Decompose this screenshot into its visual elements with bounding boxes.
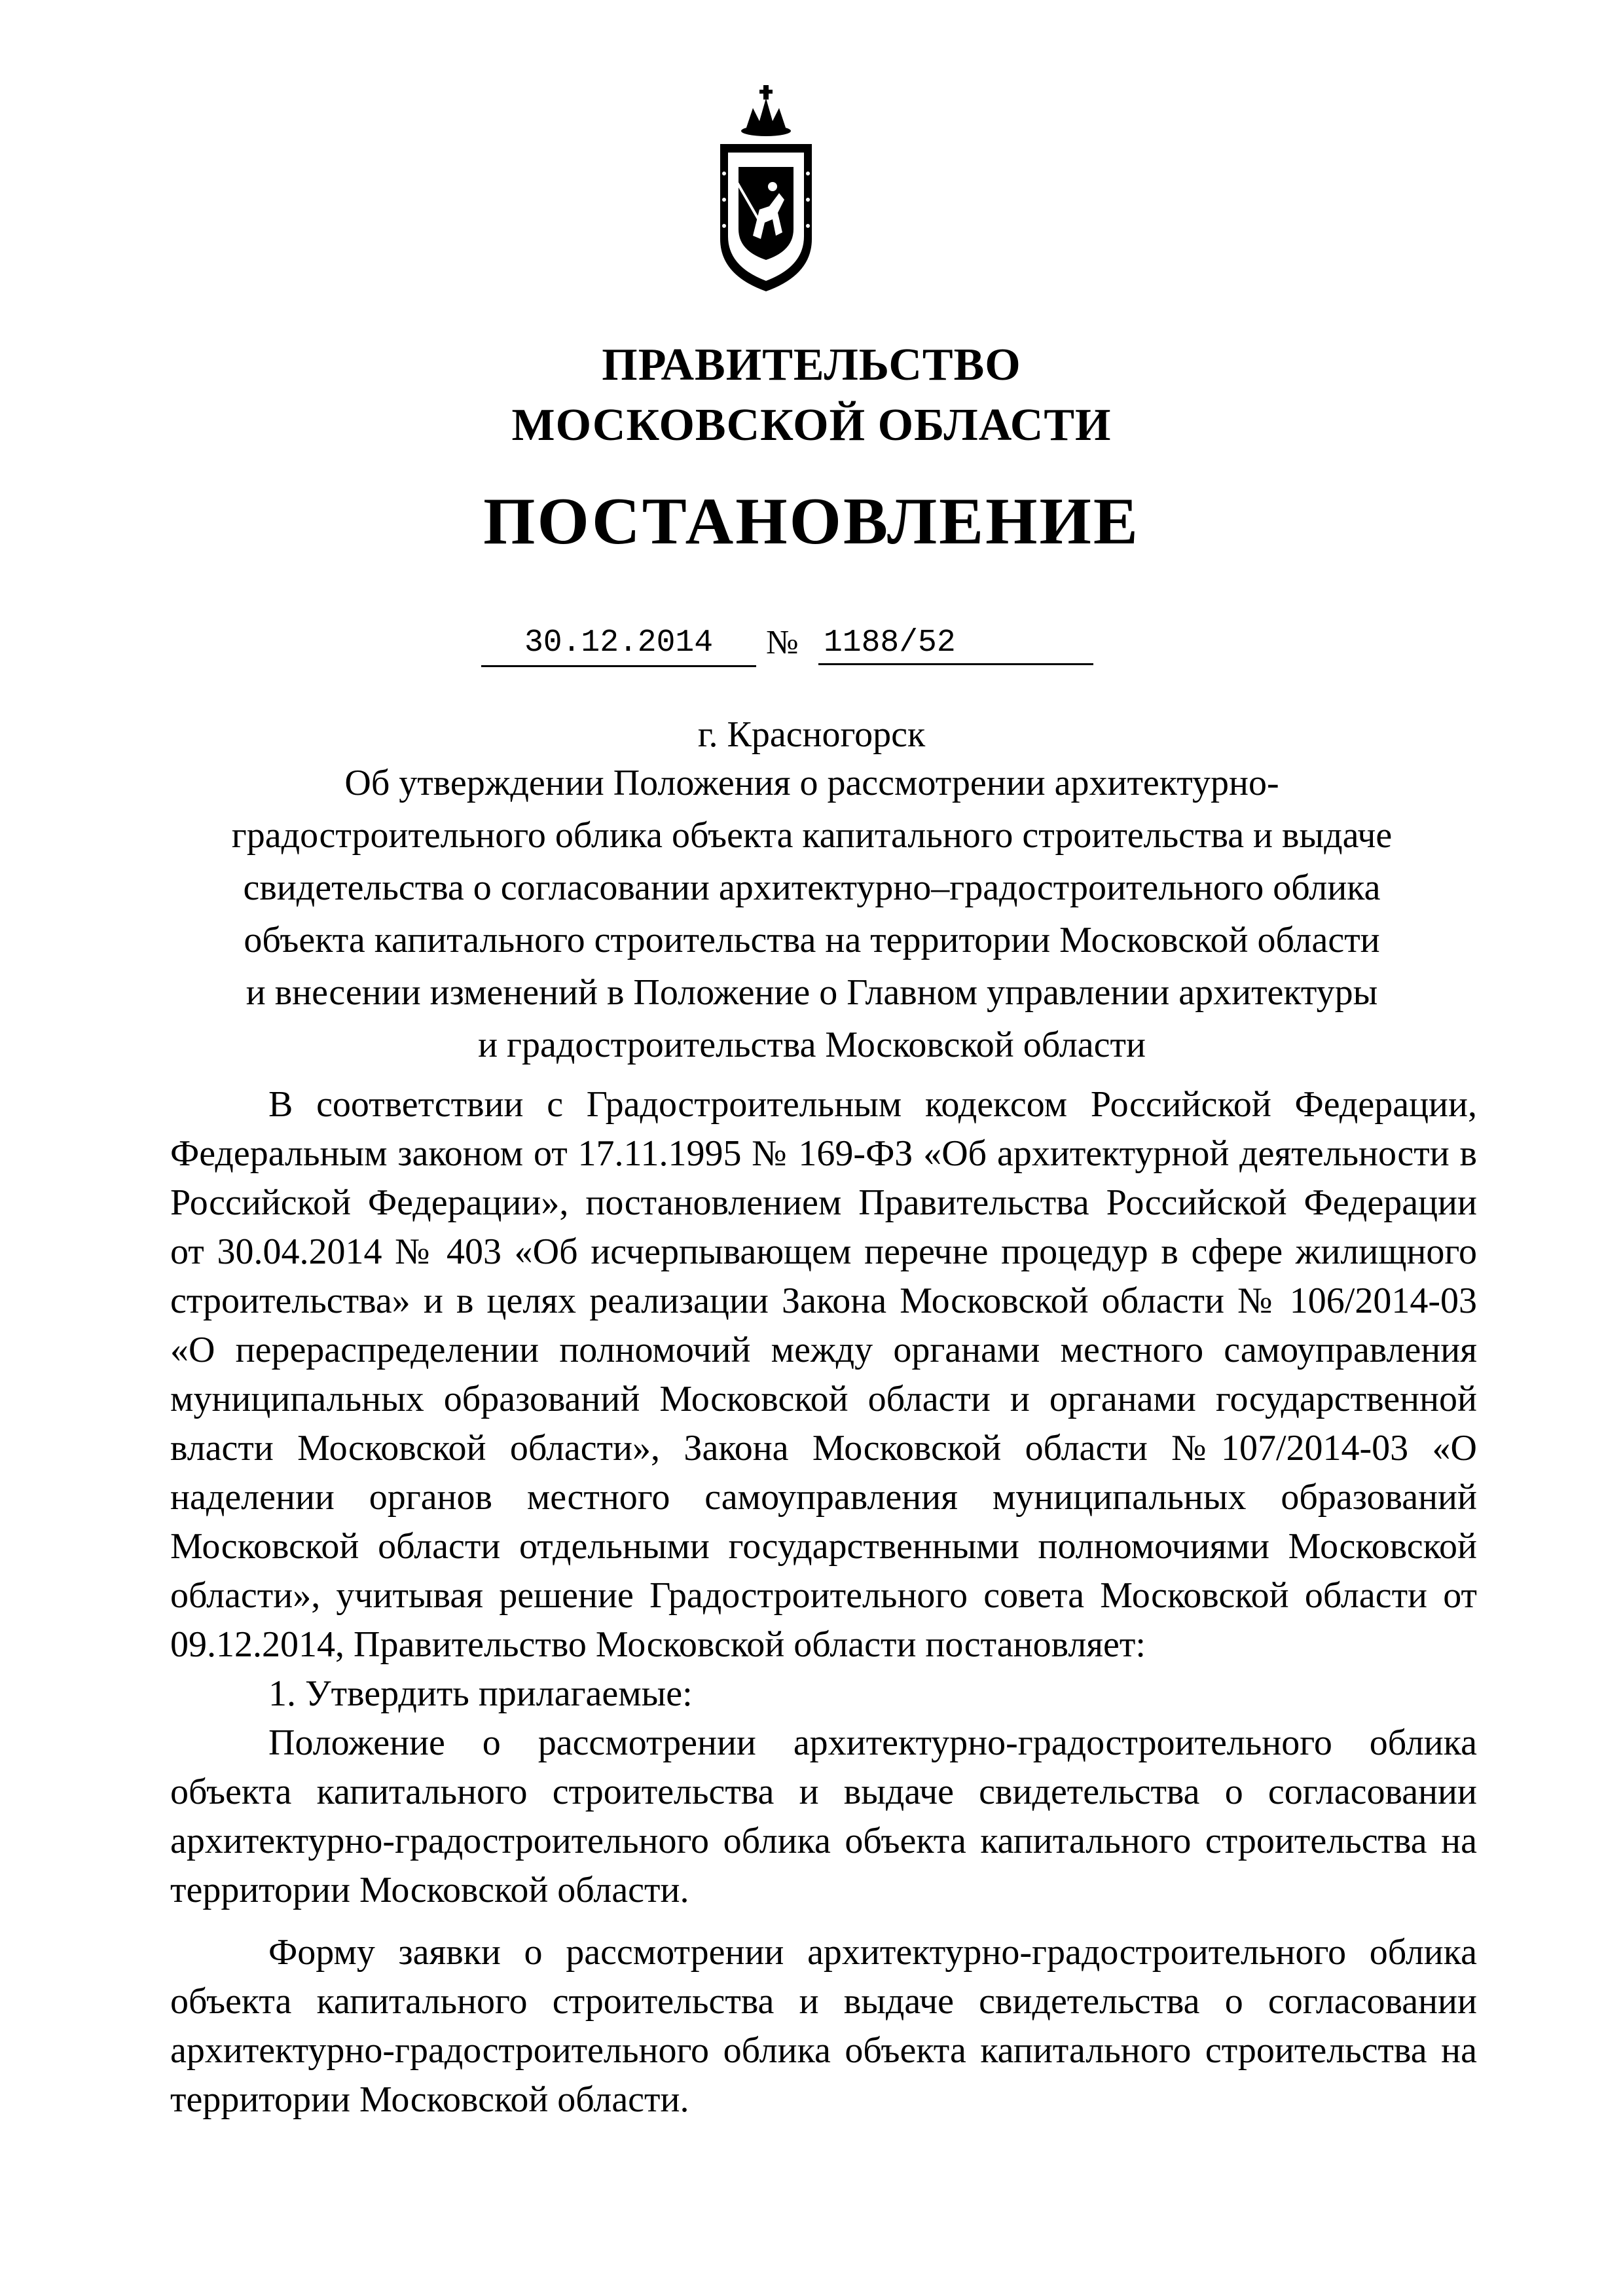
moscow-region-coat-of-arms-icon xyxy=(707,82,825,298)
document-type: ПОСТАНОВЛЕНИЕ xyxy=(483,484,1140,558)
title-line: свидетельства о согласовании архитектурно–градостроительного облика xyxy=(243,867,1381,908)
city: г. Красногорск xyxy=(697,714,926,755)
document-number: 1188/52 xyxy=(818,621,1093,665)
title-line: градостроительного облика объекта капитального строительства и выдаче xyxy=(231,815,1393,856)
number-label: № xyxy=(766,624,799,661)
document-body xyxy=(170,1080,1477,2124)
organization-name xyxy=(0,335,1623,456)
org-line-2: МОСКОВСКОЙ ОБЛАСТИ xyxy=(511,400,1112,450)
item-1b-paragraph: Форму заявки о рассмотрении архитектурно-градостроительного облика объекта капитального строительства и выдаче свидетельства о согласовании архитектурно-градостроительного облика объекта капитального строительства на территории Московской области. xyxy=(170,1932,1477,2120)
item-1-paragraph: 1. Утвердить прилагаемые: xyxy=(268,1673,693,1714)
org-line-1: ПРАВИТЕЛЬСТВО xyxy=(602,340,1021,390)
item-1a-paragraph: Положение о рассмотрении архитектурно-градостроительного облика объекта капитального строительства и выдаче свидетельства о согласовании архитектурно-градостроительного облика объекта капитального строительства на территории Московской области. xyxy=(170,1722,1477,1910)
preamble-paragraph: В соответствии с Градостроительным кодексом Российской Федерации, Федеральным законом от 17.11.1995 № 169-ФЗ «Об архитектурной деятельности в Российской Федерации», постановлением Правительства Российской Федерации от 30.04.2014 № 403 «Об исчерпывающем перечне процедур в сфере жилищного строительства» и в целях реализации Закона Московской области № 106/2014-03 «О перераспределении полномочий между органами местного самоуправления муниципальных образований Московской области и органами государственной власти Московской области», Закона Московской области №107/2014-03 «О наделении органов местного самоуправления муниципальных образований Московской области отдельными государственными полномочиями Московской области», учитывая решение Градостроительного совета Московской области от 09.12.2014, Правительство Московской области постановляет: xyxy=(170,1084,1477,1665)
document-title xyxy=(196,757,1427,1071)
title-line: Об утверждении Положения о рассмотрении архитектурно- xyxy=(344,763,1279,803)
title-line: объекта капитального строительства на территории Московской области xyxy=(244,920,1380,960)
document-date: 30.12.2014 xyxy=(481,621,756,667)
title-line: и внесении изменений в Положение о Главном управлении архитектуры xyxy=(246,972,1378,1013)
title-line: и градостроительства Московской области xyxy=(478,1025,1146,1065)
